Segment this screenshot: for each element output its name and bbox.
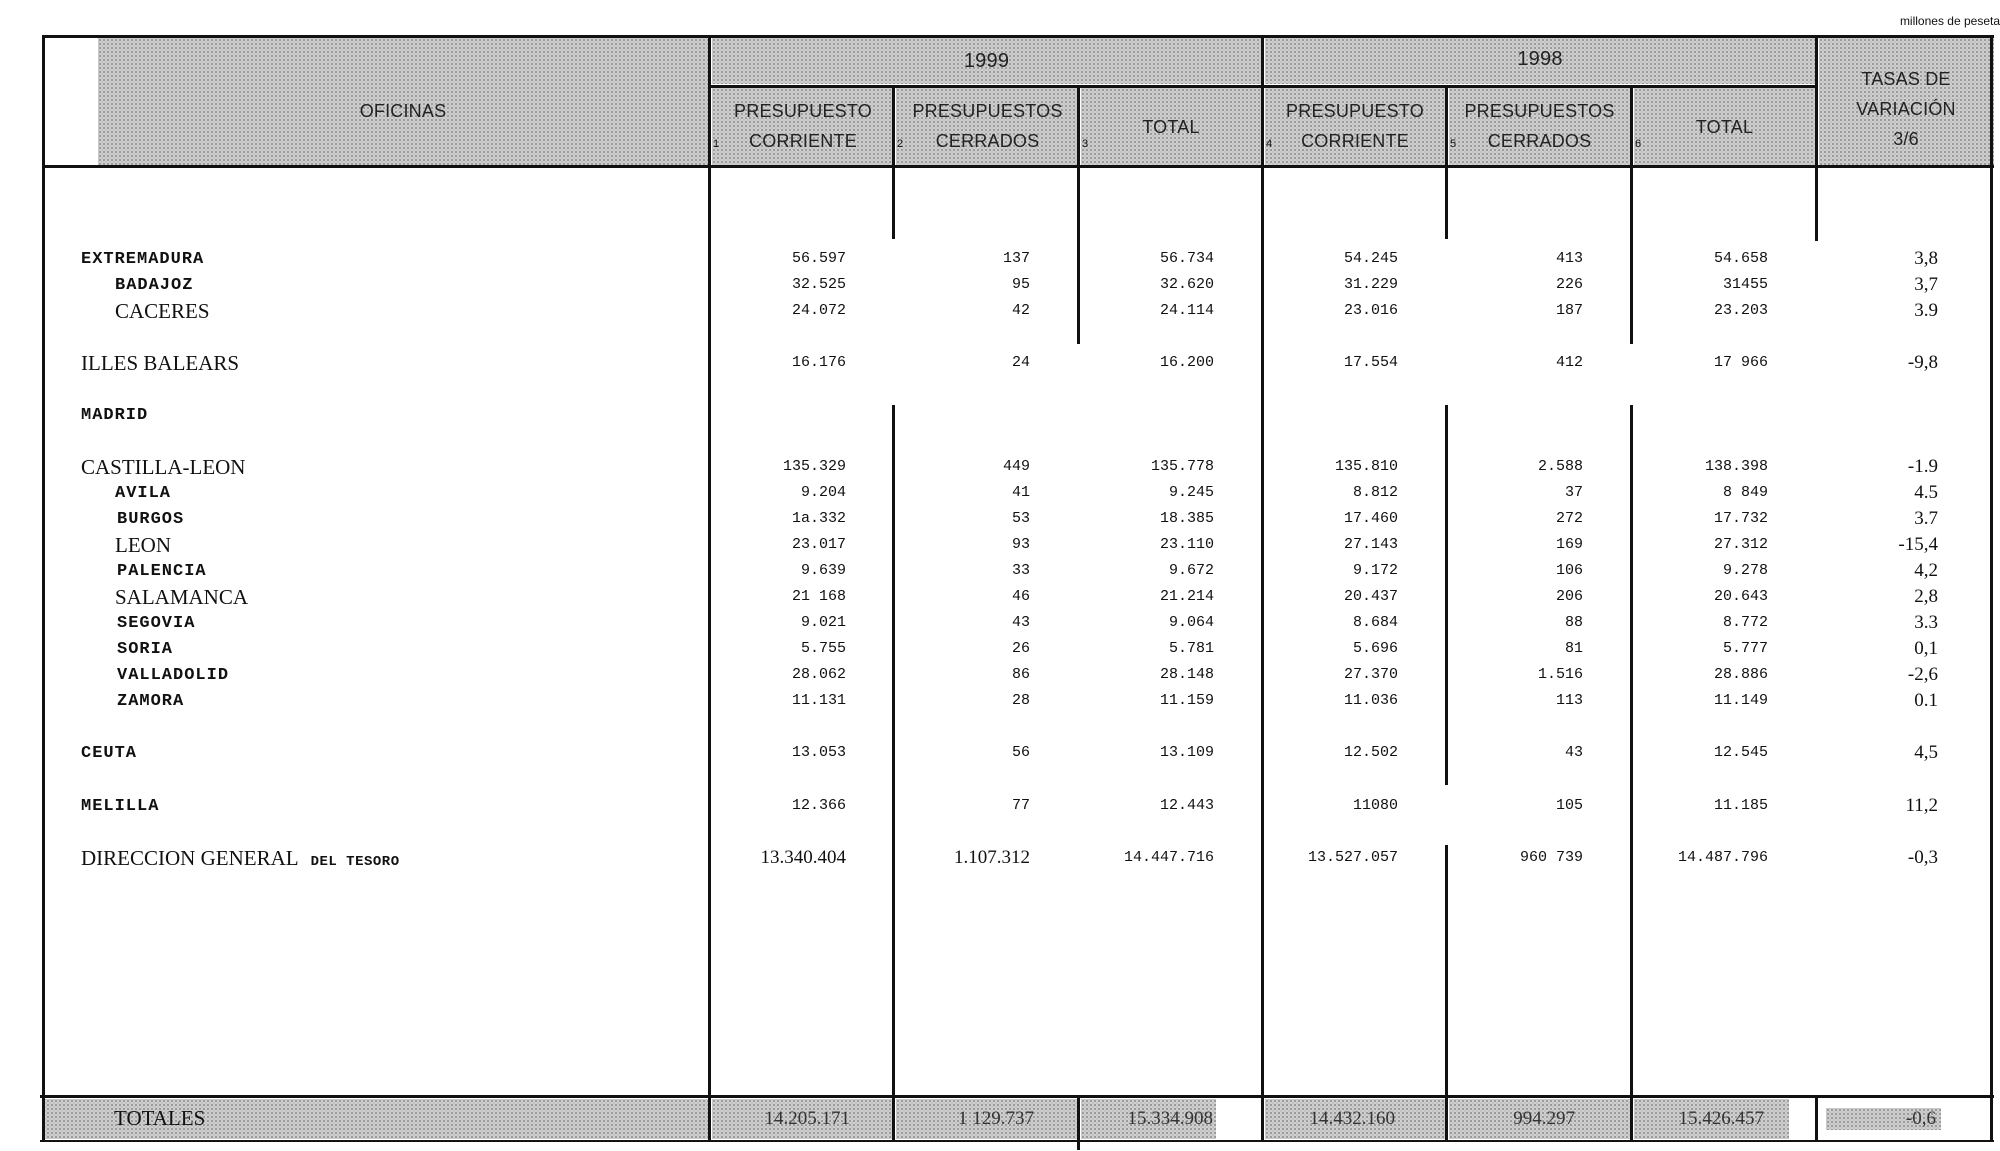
- cell-burgos-col4: 17.460: [1343, 510, 1398, 527]
- cell-segovia-col1: 9.021: [800, 614, 846, 631]
- cell-ceuta-col5: 43: [1564, 744, 1583, 761]
- cell-ceuta-col4: 12.502: [1343, 744, 1398, 761]
- unit-note: millones de peseta: [1899, 14, 2000, 28]
- cell-burgos-col2: 53: [1011, 510, 1030, 527]
- cell-leon-col3: 23.110: [1159, 536, 1214, 553]
- cell-badajoz-col3: 32.620: [1159, 276, 1214, 293]
- year-rule-1999: [710, 85, 1263, 88]
- cell-melilla-col6: 11.185: [1713, 797, 1768, 814]
- row-name: CACERES: [115, 299, 210, 323]
- left-border: [42, 36, 45, 1142]
- row-name: ILLES BALEARS: [81, 351, 240, 375]
- col7-divider-bottom: [1815, 1095, 1818, 1142]
- cell-leon-col4: 27.143: [1343, 536, 1398, 553]
- cell-burgos-col5: 272: [1555, 510, 1583, 527]
- rate-melilla: 11,2: [1905, 795, 1938, 816]
- tasas-header: TASAS DE VARIACIÓN 3/6: [1856, 69, 1956, 149]
- cell-castilla-leon-col3: 135.778: [1150, 458, 1214, 475]
- rate-direccion-general: -0,3: [1907, 847, 1938, 868]
- col4-header: PRESUPUESTO CORRIENTE: [1286, 101, 1424, 151]
- cell-valladolid-col6: 28.886: [1713, 666, 1768, 683]
- row-label-ceuta: [81, 744, 137, 763]
- cell-illes-balears-col4: 17.554: [1343, 354, 1398, 371]
- row-label-burgos: [117, 510, 184, 529]
- totals-col6: 15.426.457: [1678, 1108, 1764, 1129]
- cell-illes-balears-col3: 16.200: [1159, 354, 1214, 371]
- cell-caceres-col6: 23.203: [1713, 302, 1768, 319]
- cell-castilla-leon-col4: 135.810: [1334, 458, 1398, 475]
- row-label-illes-balears: [81, 351, 239, 376]
- cell-direccion-general-col2: 1.107.312: [954, 847, 1030, 868]
- row-label-palencia: [117, 562, 207, 581]
- cell-zamora-col6: 11.149: [1713, 692, 1768, 709]
- cell-valladolid-col5: 1.516: [1537, 666, 1583, 683]
- cell-salamanca-col3: 21.214: [1159, 588, 1214, 605]
- cell-caceres-col1: 24.072: [791, 302, 846, 319]
- oficinas-header: OFICINAS: [359, 101, 447, 121]
- cell-segovia-col6: 8.772: [1722, 614, 1768, 631]
- row-name: VALLADOLID: [117, 666, 230, 685]
- cell-salamanca-col6: 20.643: [1713, 588, 1768, 605]
- cell-extremadura-col5: 413: [1555, 250, 1583, 267]
- row-label-madrid: [81, 406, 148, 425]
- cell-avila-col5: 37: [1564, 484, 1583, 501]
- cell-badajoz-col2: 95: [1011, 276, 1030, 293]
- col2-divider-top: [892, 86, 895, 239]
- rate-caceres: 3.9: [1914, 300, 1938, 321]
- cell-leon-col5: 169: [1555, 536, 1583, 553]
- right-border: [1990, 36, 1993, 1142]
- cell-soria-col4: 5.696: [1352, 640, 1398, 657]
- cell-avila-col6: 8 849: [1722, 484, 1768, 501]
- cell-soria-col6: 5.777: [1722, 640, 1768, 657]
- cell-direccion-general-col4: 13.527.057: [1307, 849, 1398, 866]
- cell-caceres-col5: 187: [1555, 302, 1583, 319]
- cell-palencia-col6: 9.278: [1722, 562, 1768, 579]
- cell-melilla-col1: 12.366: [791, 797, 846, 814]
- cell-melilla-col3: 12.443: [1159, 797, 1214, 814]
- cell-zamora-col4: 11.036: [1343, 692, 1398, 709]
- rate-palencia: 4,2: [1914, 560, 1938, 581]
- cell-palencia-col5: 106: [1555, 562, 1583, 579]
- cell-soria-col1: 5.755: [800, 640, 846, 657]
- totals-col5: 994.297: [1513, 1108, 1575, 1129]
- totals-col4: 14.432.160: [1309, 1108, 1395, 1129]
- cell-melilla-col2: 77: [1011, 797, 1030, 814]
- cell-palencia-col1: 9.639: [800, 562, 846, 579]
- cell-zamora-col5: 113: [1555, 692, 1583, 709]
- row-label-soria: [117, 640, 173, 659]
- row-label-salamanca: [115, 585, 248, 610]
- cell-extremadura-col6: 54.658: [1713, 250, 1768, 267]
- rate-illes-balears: -9,8: [1907, 352, 1938, 373]
- cell-salamanca-col5: 206: [1555, 588, 1583, 605]
- cell-zamora-col2: 28: [1011, 692, 1030, 709]
- row-name: SEGOVIA: [117, 614, 196, 633]
- cell-palencia-col2: 33: [1011, 562, 1030, 579]
- cell-direccion-general-col3: 14.447.716: [1123, 849, 1214, 866]
- year-1999-header: 1999: [963, 50, 1010, 72]
- row-name: SORIA: [117, 640, 174, 659]
- cell-salamanca-col1: 21 168: [791, 588, 846, 605]
- totals-col2: 1 129.737: [958, 1108, 1034, 1129]
- cell-leon-col1: 23.017: [791, 536, 846, 553]
- totals-label: TOTALES: [114, 1106, 206, 1130]
- col3-number: 3: [1082, 138, 1089, 150]
- cell-burgos-col1: 1a.332: [791, 510, 846, 527]
- row-label-badajoz: [115, 276, 193, 295]
- row-name: PALENCIA: [117, 562, 207, 581]
- cell-direccion-general-col5: 960 739: [1519, 849, 1583, 866]
- cell-soria-col5: 81: [1564, 640, 1583, 657]
- row-label-segovia: [117, 614, 195, 633]
- cell-segovia-col4: 8.684: [1352, 614, 1398, 631]
- row-name: MADRID: [81, 406, 149, 425]
- cell-segovia-col2: 43: [1011, 614, 1030, 631]
- row-label-melilla: [81, 797, 159, 816]
- totals-top-rule: [40, 1095, 1994, 1098]
- col1-number: 1: [713, 138, 720, 150]
- rate-valladolid: -2,6: [1907, 664, 1938, 685]
- col5-header: PRESUPUESTOS CERRADOS: [1464, 101, 1615, 151]
- cell-avila-col4: 8.812: [1352, 484, 1398, 501]
- cell-avila-col3: 9.245: [1168, 484, 1214, 501]
- rate-burgos: 3.7: [1914, 508, 1938, 529]
- row-name: BURGOS: [117, 510, 185, 529]
- cell-ceuta-col3: 13.109: [1159, 744, 1214, 761]
- row-label-castilla-leon: [81, 455, 245, 480]
- cell-zamora-col3: 11.159: [1159, 692, 1214, 709]
- cell-badajoz-col5: 226: [1555, 276, 1583, 293]
- cell-ceuta-col2: 56: [1011, 744, 1030, 761]
- row-label-caceres: [115, 299, 210, 324]
- cell-direccion-general-col6: 14.487.796: [1677, 849, 1768, 866]
- cell-illes-balears-col1: 16.176: [791, 354, 846, 371]
- cell-zamora-col1: 11.131: [791, 692, 846, 709]
- row-name: MELILLA: [81, 797, 160, 816]
- cell-melilla-col5: 105: [1555, 797, 1583, 814]
- cell-segovia-col5: 88: [1564, 614, 1583, 631]
- cell-ceuta-col6: 12.545: [1713, 744, 1768, 761]
- cell-valladolid-col1: 28.062: [791, 666, 846, 683]
- cell-valladolid-col4: 27.370: [1343, 666, 1398, 683]
- rate-avila: 4.5: [1914, 482, 1938, 503]
- cell-burgos-col6: 17.732: [1713, 510, 1768, 527]
- cell-valladolid-col3: 28.148: [1159, 666, 1214, 683]
- cell-ceuta-col1: 13.053: [791, 744, 846, 761]
- col2-header: PRESUPUESTOS CERRADOS: [912, 101, 1063, 151]
- year-rule-1998: [1263, 85, 1817, 88]
- cell-extremadura-col3: 56.734: [1159, 250, 1214, 267]
- cell-avila-col1: 9.204: [800, 484, 846, 501]
- col2-number: 2: [897, 138, 904, 150]
- rate-salamanca: 2,8: [1914, 586, 1938, 607]
- col3-divider-bottom: [1077, 1095, 1080, 1150]
- row-label-zamora: [117, 692, 184, 711]
- row-name: AVILA: [115, 484, 172, 503]
- cell-castilla-leon-col5: 2.588: [1537, 458, 1583, 475]
- cell-castilla-leon-col2: 449: [1002, 458, 1030, 475]
- row-name: EXTREMADURA: [81, 250, 205, 269]
- row-label-direccion-general: [81, 846, 400, 871]
- cell-extremadura-col4: 54.245: [1343, 250, 1398, 267]
- cell-extremadura-col2: 137: [1002, 250, 1030, 267]
- rate-segovia: 3.3: [1914, 612, 1938, 633]
- col5-divider-bottom: [1445, 845, 1448, 1142]
- col5-number: 5: [1450, 138, 1457, 150]
- row-name: ZAMORA: [117, 692, 185, 711]
- rate-zamora: 0.1: [1914, 690, 1938, 711]
- rate-ceuta: 4,5: [1914, 742, 1938, 763]
- cell-direccion-general-col1: 13.340.404: [760, 847, 846, 868]
- row-name: LEON: [115, 533, 171, 557]
- cell-salamanca-col2: 46: [1011, 588, 1030, 605]
- row-label-valladolid: [117, 666, 229, 685]
- row-name: CASTILLA-LEON: [81, 455, 246, 479]
- cell-melilla-col4: 11080: [1352, 797, 1398, 814]
- row-label-leon: [115, 533, 171, 558]
- totals-col3: 15.334.908: [1127, 1108, 1213, 1129]
- row-name-suffix: DEL TESORO: [310, 854, 400, 870]
- header-bottom-rule: [42, 165, 1994, 168]
- rate-extremadura: 3,8: [1914, 248, 1938, 269]
- col6-header: TOTAL: [1695, 117, 1754, 137]
- rate-badajoz: 3,7: [1914, 274, 1938, 295]
- col6-number: 6: [1635, 138, 1642, 150]
- cell-caceres-col4: 23.016: [1343, 302, 1398, 319]
- row-label-extremadura: [81, 250, 204, 269]
- cell-caceres-col2: 42: [1011, 302, 1030, 319]
- cell-salamanca-col4: 20.437: [1343, 588, 1398, 605]
- cell-caceres-col3: 24.114: [1159, 302, 1214, 319]
- bottom-rule: [40, 1140, 1994, 1142]
- cell-illes-balears-col5: 412: [1555, 354, 1583, 371]
- cell-badajoz-col6: 31455: [1722, 276, 1768, 293]
- top-rule: [42, 35, 1994, 38]
- cell-valladolid-col2: 86: [1011, 666, 1030, 683]
- totals-col1: 14.205.171: [764, 1108, 850, 1129]
- cell-segovia-col3: 9.064: [1168, 614, 1214, 631]
- col1-header: PRESUPUESTO CORRIENTE: [734, 101, 872, 151]
- row-name: CEUTA: [81, 744, 138, 763]
- cell-soria-col3: 5.781: [1168, 640, 1214, 657]
- col7-divider: [1815, 36, 1818, 241]
- cell-avila-col2: 41: [1011, 484, 1030, 501]
- row-label-avila: [115, 484, 171, 503]
- cell-palencia-col3: 9.672: [1168, 562, 1214, 579]
- col3-header: TOTAL: [1142, 117, 1200, 137]
- cell-illes-balears-col6: 17 966: [1713, 354, 1768, 371]
- cell-palencia-col4: 9.172: [1352, 562, 1398, 579]
- cell-castilla-leon-col6: 138.398: [1704, 458, 1768, 475]
- rate-leon: -15,4: [1898, 534, 1938, 555]
- row-name: BADAJOZ: [115, 276, 194, 295]
- cell-burgos-col3: 18.385: [1159, 510, 1214, 527]
- rate-castilla-leon: -1.9: [1907, 456, 1938, 477]
- year-1998-header: 1998: [1517, 48, 1563, 70]
- col5-divider-top: [1445, 86, 1448, 239]
- cell-castilla-leon-col1: 135.329: [782, 458, 846, 475]
- col4-number: 4: [1266, 138, 1273, 150]
- totals-rate: -0,6: [1905, 1108, 1936, 1129]
- cell-badajoz-col1: 32.525: [791, 276, 846, 293]
- cell-leon-col2: 93: [1011, 536, 1030, 553]
- cell-soria-col2: 26: [1011, 640, 1030, 657]
- cell-leon-col6: 27.312: [1713, 536, 1768, 553]
- cell-badajoz-col4: 31.229: [1343, 276, 1398, 293]
- row-name: DIRECCION GENERAL: [81, 846, 299, 870]
- cell-illes-balears-col2: 24: [1011, 354, 1030, 371]
- row-name: SALAMANCA: [115, 585, 249, 609]
- rate-soria: 0,1: [1914, 638, 1938, 659]
- cell-extremadura-col1: 56.597: [791, 250, 846, 267]
